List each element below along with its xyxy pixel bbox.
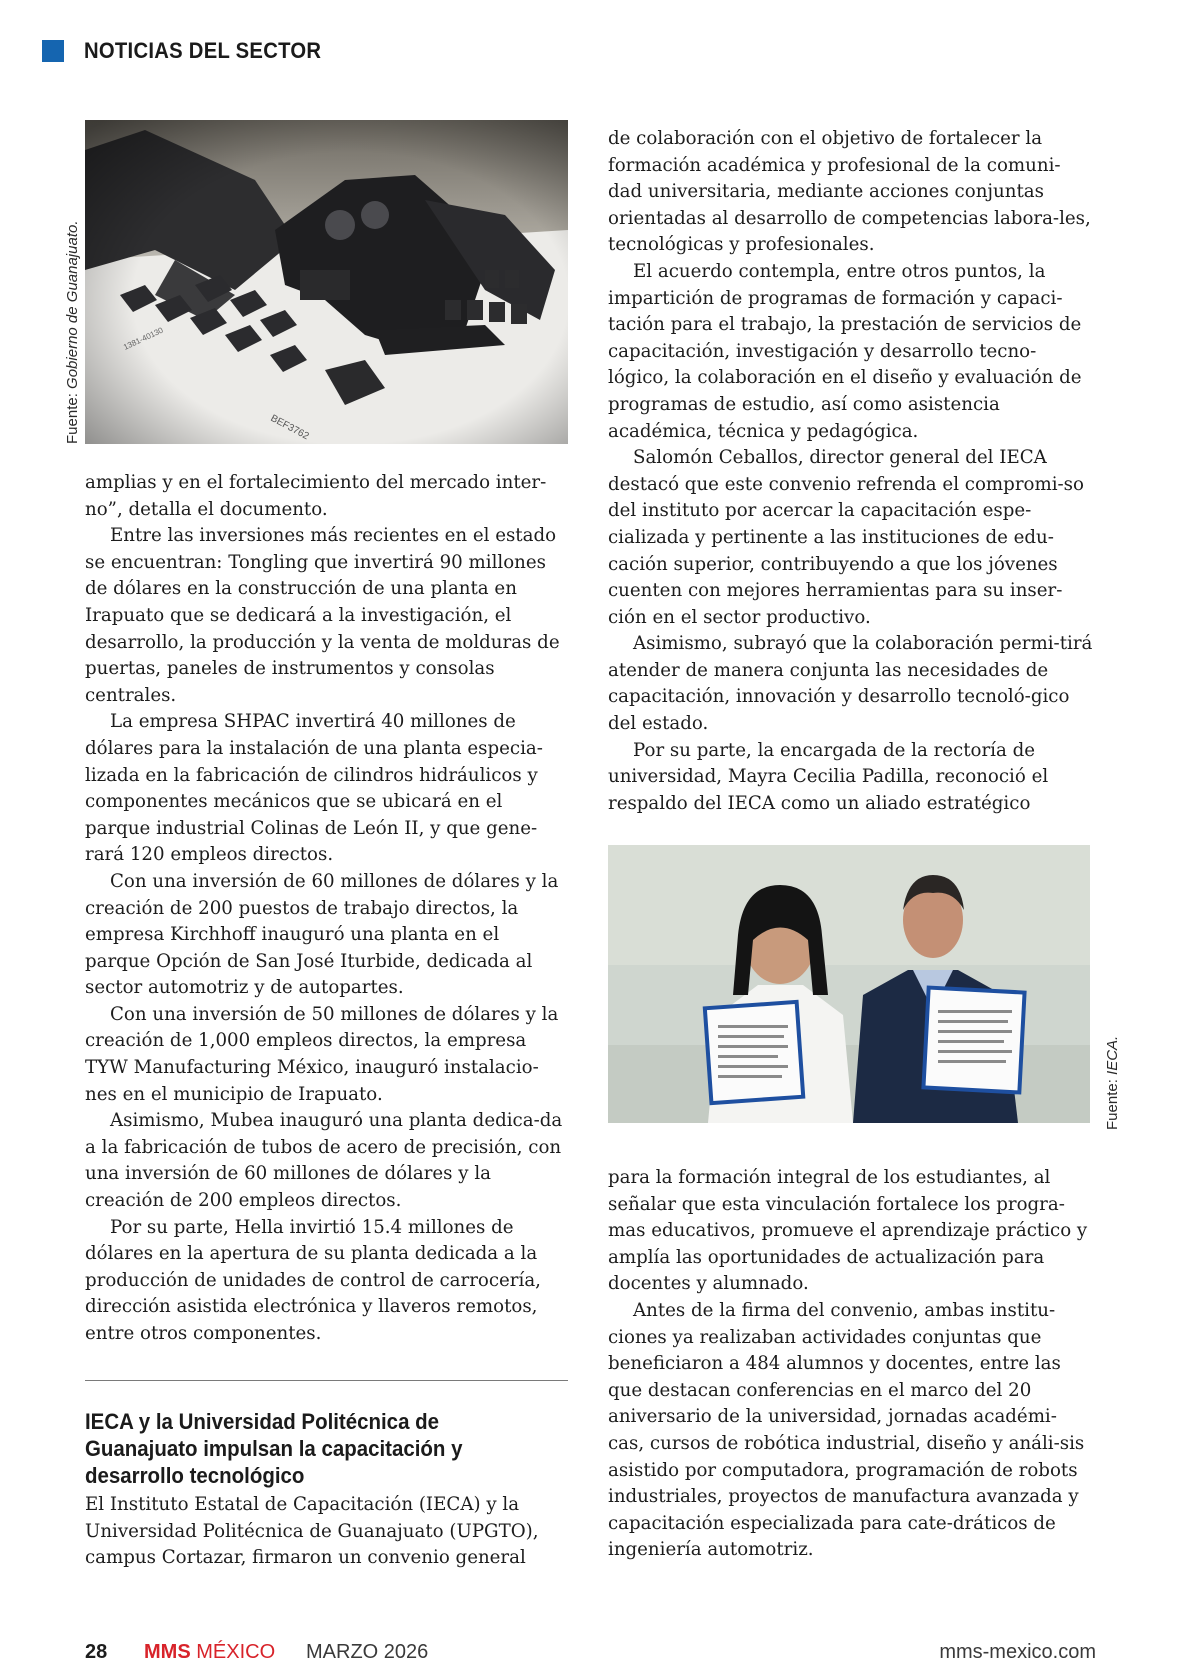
right-column-bottom — [608, 1165, 1093, 1564]
paragraph: Por su parte, Hella invirtió 15.4 millones de dólares en la apertura de su planta dedicada a la producción de unidades de control de carrocería, dirección asistida electrónica y llaveros remotos, entre otros componentes. — [85, 1216, 541, 1344]
parts-photo — [85, 120, 568, 444]
left-column-top — [85, 470, 568, 1348]
article-heading: IECA y la Universidad Politécnica de Guanajuato impulsan la capacitación y desarrollo tecnológico — [85, 1409, 463, 1488]
paragraph: El acuerdo contempla, entre otros puntos, la impartición de programas de formación y capaci-tación para el trabajo, la prestación de servicios de capacitación, investigación y desarrollo tecno-lógico, la colaboración en el diseño y evaluación de programas de estudio, así como asistencia académica, técnica y pedagógica. — [608, 260, 1082, 442]
page-number: 28 — [85, 1641, 108, 1663]
paragraph: Con una inversión de 60 millones de dólares y la creación de 200 puestos de trabajo directos, la empresa Kirchhoff inauguró una planta en el parque Opción de San José Iturbide, dedicada al sector automotriz y de autopartes. — [85, 870, 559, 999]
paragraph: Salomón Ceballos, director general del IECA destacó que este convenio refrenda el compromi-so del instituto por acercar la capacitación espe-cializada y pertinente a las instituciones de edu-cación superior, contribuyendo a que los jóvenes cuenten con mejores herramientas para su inser-ción en el sector productivo. — [608, 447, 1084, 628]
paragraph: Entre las inversiones más recientes en el estado se encuentran: Tongling que invertirá 90 millones de dólares en la construcción de una planta en Irapuato que se dedicará a la investigación, el desarrollo, la producción y la venta de molduras de puertas, paneles de instrumentos y consolas centrales. — [85, 525, 560, 706]
paragraph: El Instituto Estatal de Capacitación (IECA) y la Universidad Politécnica de Guanajuato (UPGTO), campus Cortazar, firmaron un convenio general — [85, 1494, 539, 1569]
paragraph: de colaboración con el objetivo de fortalecer la formación académica y profesional de la comuni-dad universitaria, mediante acciones conjuntas orientadas al desarrollo de competencias labora-les, tecnológicas y profesionales. — [608, 128, 1091, 256]
signing-photo — [608, 845, 1090, 1123]
paragraph: La empresa SHPAC invertirá 40 millones de dólares para la instalación de una planta especia-lizada en la fabricación de cilindros hidráulicos y componentes mecánicos que se ubicará en el parque industrial Colinas de León II, y que gene-rará 120 empleos directos. — [85, 711, 543, 866]
section-divider — [85, 1380, 568, 1381]
photo-credit-1: Fuente: Gobierno de Guanajuato. — [64, 220, 81, 444]
left-column-bottom — [85, 1492, 568, 1572]
photo-credit-2: Fuente: IECA. — [1104, 1035, 1121, 1130]
magazine-brand: MMS MÉXICO — [144, 1641, 276, 1663]
paragraph: amplias y en el fortalecimiento del mercado inter-no”, detalla el documento. — [85, 472, 547, 520]
paragraph: Asimismo, Mubea inauguró una planta dedica-da a la fabricación de tubos de acero de precisión, con una inversión de 60 millones de dólares y la creación de 200 empleos directos. — [85, 1110, 563, 1212]
section-title: NOTICIAS DEL SECTOR — [84, 38, 322, 63]
website-url: mms-mexico.com — [939, 1641, 1096, 1663]
paragraph: para la formación integral de los estudiantes, al señalar que esta vinculación fortalece los progra-mas educativos, promueve el aprendizaje práctico y amplía las oportunidades de actualización para docentes y alumnado. — [608, 1167, 1088, 1295]
issue-date: MARZO 2026 — [306, 1641, 429, 1663]
paragraph: Con una inversión de 50 millones de dólares y la creación de 1,000 empleos directos, la empresa TYW Manufacturing México, inauguró instalacio-nes en el municipio de Irapuato. — [85, 1003, 559, 1105]
paragraph: Asimismo, subrayó que la colaboración permi-tirá atender de manera conjunta las necesidades de capacitación, innovación y desarrollo tecnoló-gico del estado. — [608, 633, 1093, 735]
paragraph: Antes de la firma del convenio, ambas institu-ciones ya realizaban actividades conjuntas que beneficiaron a 484 alumnos y docentes, entre las que destacan conferencias en el marco del 20 aniversario de la universidad, jornadas académi-cas, cursos de robótica industrial, diseño y análi-sis asistido por computadora, programación de robots industriales, proyectos de manufactura avanzada y capacitación especializada para cate-dráticos de ingeniería automotriz. — [608, 1299, 1085, 1561]
paragraph: Por su parte, la encargada de la rectoría de universidad, Mayra Cecilia Padilla, reconoció el respaldo del IECA como un aliado estratégico — [608, 739, 1049, 814]
section-marker — [42, 40, 64, 62]
right-column-top — [608, 126, 1093, 817]
